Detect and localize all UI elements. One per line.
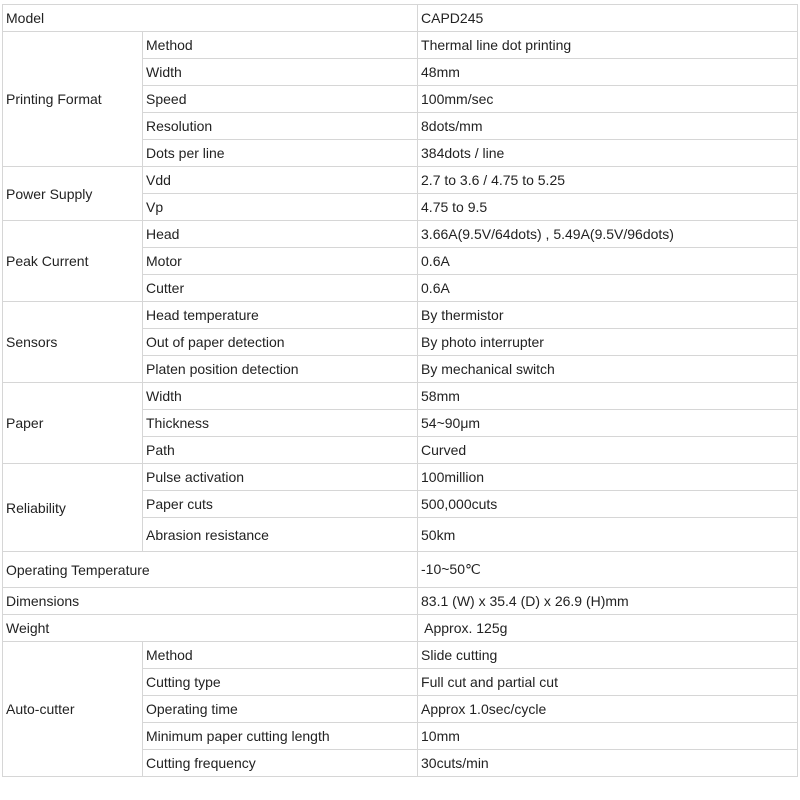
table-row [3, 615, 798, 642]
sub-value: Full cut and partial cut [418, 669, 798, 696]
sub-label: Minimum paper cutting length [143, 723, 418, 750]
sub-label: Resolution [143, 113, 418, 140]
sub-value: 100million [418, 464, 798, 491]
sub-label: Cutting type [143, 669, 418, 696]
sub-value: By mechanical switch [418, 356, 798, 383]
sub-label: Speed [143, 86, 418, 113]
spec-table [2, 4, 798, 777]
sub-value: 54~90μm [418, 410, 798, 437]
table-row [3, 221, 798, 248]
sub-label: Cutter [143, 275, 418, 302]
group-label-auto-cutter: Auto-cutter [3, 642, 143, 777]
group-label-power-supply: Power Supply [3, 167, 143, 221]
sub-value: 500,000cuts [418, 491, 798, 518]
sub-value: 4.75 to 9.5 [418, 194, 798, 221]
sub-value: 10mm [418, 723, 798, 750]
table-row [3, 464, 798, 491]
row-label-weight: Weight [3, 615, 418, 642]
table-row [3, 32, 798, 59]
sub-value: 8dots/mm [418, 113, 798, 140]
table-row [3, 167, 798, 194]
table-row [3, 642, 798, 669]
sub-value: 50km [418, 518, 798, 552]
sub-label: Motor [143, 248, 418, 275]
sub-value: By thermistor [418, 302, 798, 329]
sub-label: Vdd [143, 167, 418, 194]
group-label-paper: Paper [3, 383, 143, 464]
sub-label: Dots per line [143, 140, 418, 167]
row-label-operating-temperature: Operating Temperature [3, 552, 418, 588]
sub-value: Thermal line dot printing [418, 32, 798, 59]
table-row [3, 302, 798, 329]
row-label-model: Model [3, 5, 418, 32]
group-label-printing-format: Printing Format [3, 32, 143, 167]
sub-label: Pulse activation [143, 464, 418, 491]
sub-value: 0.6A [418, 248, 798, 275]
row-value-operating-temperature: -10~50℃ [418, 552, 798, 588]
sub-label: Width [143, 383, 418, 410]
group-label-reliability: Reliability [3, 464, 143, 552]
row-label-dimensions: Dimensions [3, 588, 418, 615]
sub-value: 2.7 to 3.6 / 4.75 to 5.25 [418, 167, 798, 194]
sub-label: Thickness [143, 410, 418, 437]
sub-label: Head [143, 221, 418, 248]
sub-label: Abrasion resistance [143, 518, 418, 552]
sub-label: Platen position detection [143, 356, 418, 383]
table-row [3, 5, 798, 32]
sub-value: Curved [418, 437, 798, 464]
sub-label: Path [143, 437, 418, 464]
row-value-dimensions: 83.1 (W) x 35.4 (D) x 26.9 (H)mm [418, 588, 798, 615]
sub-value: 30cuts/min [418, 750, 798, 777]
sub-label: Method [143, 642, 418, 669]
sub-value: 0.6A [418, 275, 798, 302]
sub-label: Method [143, 32, 418, 59]
sub-value: Approx 1.0sec/cycle [418, 696, 798, 723]
sub-label: Operating time [143, 696, 418, 723]
sub-value: By photo interrupter [418, 329, 798, 356]
sub-label: Cutting frequency [143, 750, 418, 777]
sub-value: 48mm [418, 59, 798, 86]
sub-label: Head temperature [143, 302, 418, 329]
table-row [3, 588, 798, 615]
sub-label: Vp [143, 194, 418, 221]
sub-value: Slide cutting [418, 642, 798, 669]
row-value-weight: Approx. 125g [418, 615, 798, 642]
group-label-sensors: Sensors [3, 302, 143, 383]
sub-label: Width [143, 59, 418, 86]
sub-label: Out of paper detection [143, 329, 418, 356]
group-label-peak-current: Peak Current [3, 221, 143, 302]
sub-label: Paper cuts [143, 491, 418, 518]
sub-value: 3.66A(9.5V/64dots) , 5.49A(9.5V/96dots) [418, 221, 798, 248]
row-value-model: CAPD245 [418, 5, 798, 32]
table-row [3, 552, 798, 588]
table-row [3, 383, 798, 410]
sub-value: 384dots / line [418, 140, 798, 167]
sub-value: 58mm [418, 383, 798, 410]
sub-value: 100mm/sec [418, 86, 798, 113]
